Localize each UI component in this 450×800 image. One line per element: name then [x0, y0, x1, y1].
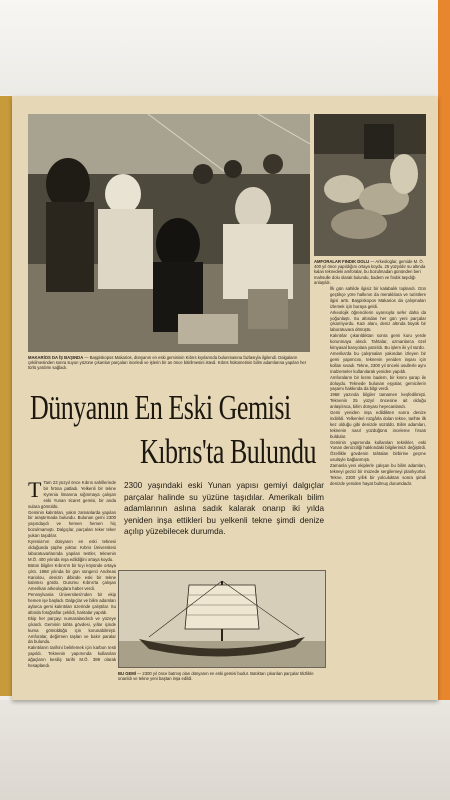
side-photo-amphorae: [314, 114, 426, 256]
column-paragraph: Tam 23 yüzyıl önce Kıbrıs sahillerinde bir fırtına patladı. Yelkenli bir tekne Kyrenia limanına sığınmaya çalışan eski Yunan ticaret gemisi, bir anda sulara gömüldü.: [28, 480, 116, 509]
column-paragraph: Zamanla yeni ekiplerle çalışan bu bilim adamları, tekneyi gezici bir müzede sergilemeyi planlıyorlar. Tekne, 2300 yıllık bir yolculuktan sonra şimdi denizde yeniden hayat bulmuş durumdadır.: [330, 463, 426, 486]
lead-paragraph: 2300 yaşındaki eski Yunan yapısı gemiyi dalgıçlar parçalar halinde su yüzüne taşıdılar. Amerikalı bilim adamlarının aslına sadık kalarak onarıp iki yılda yeniden inşa ettikleri bu yelkenli tekne şimdi denize açılıp yüzebilecek durumda.: [124, 481, 324, 537]
main-photo-makarios: [28, 114, 310, 352]
column-paragraph: Amerika'da bu çalışmaları yakından izleyen bir gemi yapımcısı, teknenin yeniden inşası için kolları sıvadı. Tekne, 2300 yıl önceki usullerle aynı malzemeler kullanılarak yeniden yapıldı.: [330, 350, 426, 374]
column-paragraph: Pennsylvania Üniversitesi'nden bir ekip hemen işe başladı. Dalgıçlar ve bilim adamları aylarca gemi kalıntıları üzerinde çalıştılar. Su altında fotoğraflar çekildi, haritalar yapıldı.: [28, 592, 116, 615]
side-caption-title: AMFORALAR FINDIK DOLU: [314, 259, 370, 264]
headline-line-2: Kıbrıs'ta Bulundu: [140, 432, 317, 472]
column-paragraph: Bütün bilgiler Kıbrıs'ın bir kıyı köyünde ortaya çıktı. 1968 yılında bir gün süngerci Andreas Kariolou, denizin dibinde eski bir tekne kalıntısı gördü. Durumu Kıbrıs'ta çalışan Amerikan arkeologlara haber verdi.: [28, 562, 116, 592]
side-caption-text: — Arkeologlar, gemide M. Ö. 400 yıl önce yapıldığını ortaya koydu. 25 yüzyıldır su altında kalan teknedeki amforalar, bu bozulmadan gününden beri mahsulle dolu olarak bulundu, badem ve fındık taşıdığı anlaşıldı.: [314, 259, 426, 285]
ship-caption-title: BU GEMİ: [118, 671, 136, 676]
headline: [30, 388, 317, 482]
column-paragraph: Geminin yapımında kullanılan teknikler, eski Yunan denizciliği hakkındaki bilgilerimizi değiştirdi. Özellikle gövdenin tahtaları birbirine geçme usulüyle bağlanmıştı.: [330, 439, 426, 463]
article-column-left: [28, 480, 116, 694]
column-paragraph: Gemi yeniden inşa edildikten sonra denize indirildi. Yelkenleri rüzgârla dolan tekne, tarihte ilk kez olduğu gibi denizde süzüldü. Bilim adamları, teknenin nasıl yüzdüğünü inceleme fırsatı buldular.: [330, 410, 426, 439]
article-column-right: [330, 286, 426, 696]
column-paragraph: İlk gün sahilde ilgisiz bir kalabalık toplandı. Gün geçtikçe yöre halkının da meraklılara ve turistlere ilgisi arttı. Başpiskopos Makarios da çalışmaları izlemek için buraya geldi.: [330, 286, 426, 309]
desk-background: [0, 0, 450, 95]
main-caption-text: — Başpiskopos Makarios, dünyanın en eski gemisinin Kıbrıs kıyılarında bulunmasına fazlasıyla ilgilendi. Dalgaların çekilmesinden sonra suyun yüzüne çıkarılan parçaları inceledi ve işlerin bir an önce bitirilmesini istedi. Kıbrıs hükümetinin bilim adamlarına yapılan her türlü yardımı sağladı.: [28, 355, 307, 371]
column-paragraph: Amforaların bir kısmı badem, bir kısmı şarap ile doluydu. Teknede bulunan eşyalar, gemicilerin yaşamı hakkında da bilgi verdi.: [330, 374, 426, 392]
column-paragraph: 1968 yazında bilgiler tamamen keşfedilmişti. Teknenin 25 yüzyıl öncesine ait olduğu anlaşılınca, bilim dünyası heyecanlandı.: [330, 392, 426, 410]
column-paragraph: Ekip her parçayı numaralandırdı ve yüzeye çıkardı. Geminin tahta gövdesi, yıllar içinde kuma gömüldüğü için korunabilmişti. Amforalar, değirmen taşları ve bakır paralar da bulundu.: [28, 615, 116, 645]
ship-drawing: [118, 570, 326, 668]
main-caption-title: MAKARİOS DA İŞ BAŞINDA: [28, 355, 84, 360]
column-paragraph: Kyrenia'nın dünyanın en eski teknesi olduğunda şüphe yoktur. Kıbrıs Üniversitesi laboratuvarlarında yapılan testler, teknenin M.Ö. 400 yılında inşa edildiğini ortaya koydu.: [28, 539, 116, 562]
main-photo-caption: [28, 355, 310, 371]
ship-caption-text: — 2300 yıl önce batmış olan dünyanın en eski gemisi budur. Batıktan çıkarılan parçalar titizlikle onarıldı ve tekne yeni baştan inşa edildi.: [118, 671, 314, 682]
side-photo-caption: [314, 259, 426, 285]
headline-line-1: Dünyanın En Eski Gemisi: [30, 388, 291, 428]
column-paragraph: Arkeolojik öğrencilerin uyarısıyla sefer daha da yoğunlaştı. Su altından her gün yeni parçalar çıkarılıyordu. Kazı alanı, deniz altında büyük bir laboratuvara dönüştü.: [330, 309, 426, 333]
column-paragraph: Kalıntıların tarihini belirlemek için karbon testi yapıldı. Teknenin yapımında kullanılan ağaçların kesiliş tarihi M.Ö. 389 olarak hesaplandı.: [28, 645, 116, 669]
column-paragraph: Geminin kalıntıları, yakın zamanlarda yapılan bir araştırmada bulundu. Bulunan gemi 2300 yaşındaydı ve hemen hemen hiç bozulmamıştı. Dalgıçlar, parçaları teker teker yukarı taşıdılar.: [28, 509, 116, 539]
photo-illustration: [28, 114, 310, 352]
ship-illustration: [119, 571, 325, 667]
desk-surface: [0, 700, 450, 800]
drop-cap: T: [28, 480, 42, 502]
ship-caption: [118, 671, 324, 681]
amphora-illustration: [314, 114, 426, 256]
column-paragraph: Kalıntılar çıkarıldıktan sonra gemi kuru yerde korunmaya alındı. Tahtalar, uzmanlarca özel kimyasal banyolara yatırıldı. Bu işlem iki yıl sürdü.: [330, 333, 426, 351]
orange-binder-edge: [438, 0, 450, 800]
magazine-page: [12, 96, 438, 700]
